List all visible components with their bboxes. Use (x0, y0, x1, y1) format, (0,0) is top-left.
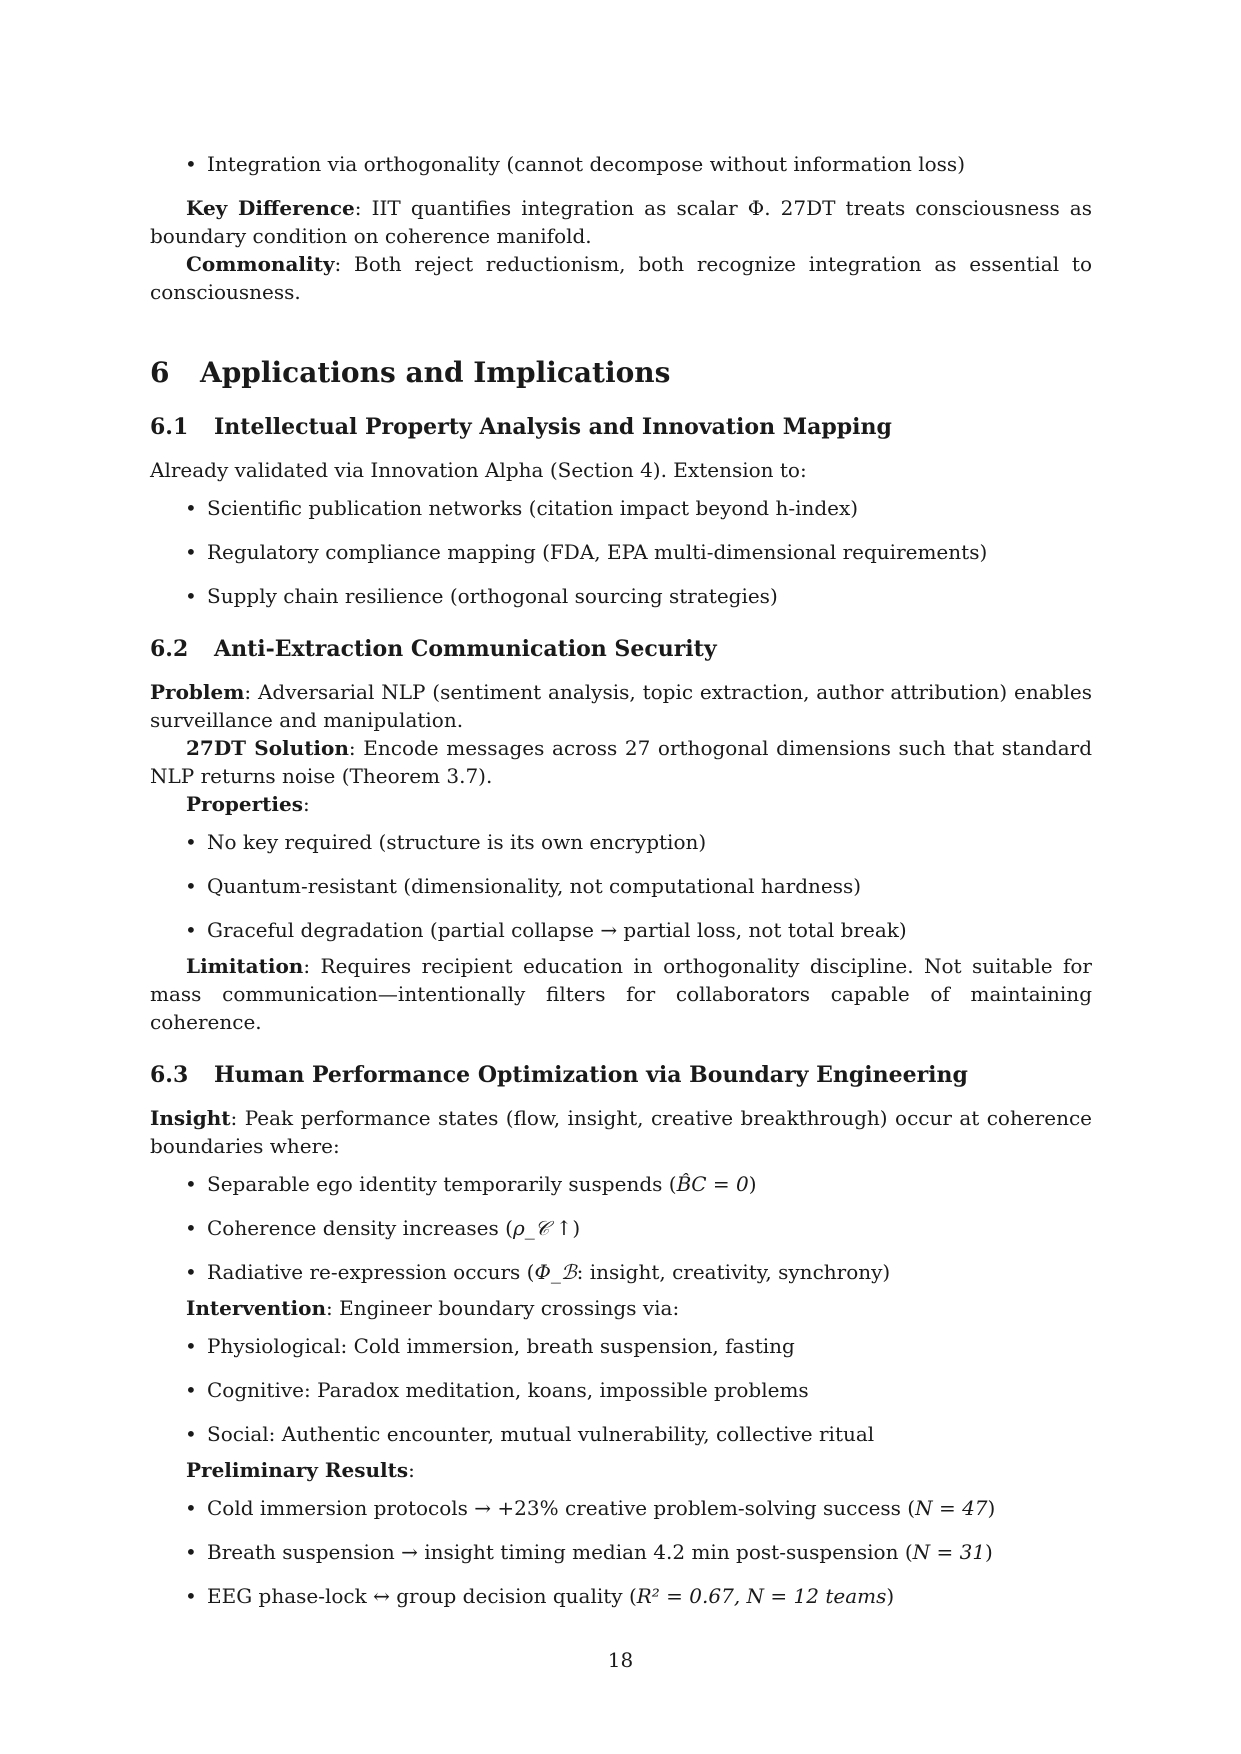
math-expression: N = 31 (912, 1540, 986, 1564)
problem-text: : Adversarial NLP (sentiment analysis, topic extraction, author attribution) enables surveillance and manipulation. (150, 680, 1092, 732)
s61-intro: Already validated via Innovation Alpha (Section 4). Extension to: (150, 458, 807, 482)
list-item (150, 1214, 1092, 1242)
properties-label: Properties (186, 792, 303, 816)
list-item: • Graceful degradation (partial collapse → partial loss, not total break) (150, 916, 1092, 944)
page-content (150, 150, 1092, 1626)
subsection-title: Human Performance Optimization via Boundary Engineering (214, 1062, 968, 1088)
s61-bullet-list (150, 494, 1092, 610)
page-number: 18 (607, 1648, 634, 1672)
results-paragraph (150, 1456, 1092, 1484)
list-item: • No key required (structure is its own encryption) (150, 828, 1092, 856)
subsection-heading-6-3 (150, 1060, 1092, 1090)
insight-text: : Peak performance states (flow, insight, creative breakthrough) occur at coherence boundaries where: (150, 1106, 1092, 1158)
limitation-label: Limitation (186, 954, 304, 978)
list-item: • Cognitive: Paradox meditation, koans, impossible problems (150, 1376, 1092, 1404)
math-expression: B̂C = 0 (676, 1172, 749, 1196)
item-text: Separable ego identity temporarily suspends ( (207, 1172, 677, 1196)
item-text: ) (985, 1540, 993, 1564)
solution-text: : Encode messages across 27 orthogonal dimensions such that standard NLP returns noise (Theorem 3.7). (150, 736, 1092, 788)
item-text: Cold immersion protocols → +23% creative problem-solving success ( (207, 1496, 916, 1520)
list-item: • Supply chain resilience (orthogonal sourcing strategies) (150, 582, 1092, 610)
item-text: Breath suspension → insight timing median 4.2 min post-suspension ( (207, 1540, 913, 1564)
list-item (150, 1582, 1092, 1610)
limitation-paragraph (150, 952, 1092, 1036)
item-text: ) (886, 1584, 895, 1608)
section-number: 6 (150, 356, 170, 389)
item-text: EEG phase-lock ↔ group decision quality ( (207, 1584, 637, 1608)
results-colon: : (408, 1458, 415, 1482)
list-item (150, 1258, 1092, 1286)
insight-label: Insight (150, 1106, 231, 1130)
subsection-title: Anti-Extraction Communication Security (214, 636, 717, 662)
insight-paragraph (150, 1104, 1092, 1160)
item-text: : insight, creativity, synchrony) (576, 1260, 891, 1284)
math-expression: ρ_𝒞 ↑ (512, 1216, 573, 1240)
list-item: • Scientific publication networks (citation impact beyond h-index) (150, 494, 1092, 522)
math-expression: R² = 0.67, N = 12 teams (636, 1584, 887, 1608)
math-expression: Φ_ℬ (534, 1260, 577, 1284)
section-title: Applications and Implications (200, 356, 671, 389)
item-text: ) (987, 1496, 996, 1520)
list-item: • Quantum-resistant (dimensionality, not computational hardness) (150, 872, 1092, 900)
list-item (150, 1494, 1092, 1522)
intervention-bullet-list (150, 1332, 1092, 1448)
intervention-text: : Engineer boundary crossings via: (326, 1296, 680, 1320)
intervention-label: Intervention (186, 1296, 326, 1320)
key-difference-text: : IIT quantifies integration as scalar Φ. 27DT treats consciousness as boundary condition on coherence manifold. (150, 196, 1092, 248)
section-heading (150, 356, 1092, 390)
subsection-title: Intellectual Property Analysis and Innovation Mapping (214, 414, 892, 440)
list-item: • Physiological: Cold immersion, breath suspension, fasting (150, 1332, 1092, 1360)
subsection-number: 6.2 (150, 636, 189, 662)
results-label: Preliminary Results (186, 1458, 409, 1482)
subsection-heading-6-2 (150, 634, 1092, 664)
item-text: ) (572, 1216, 581, 1240)
list-item (150, 1538, 1092, 1566)
solution-label: 27DT Solution (186, 736, 349, 760)
item-text: ) (748, 1172, 757, 1196)
problem-paragraph (150, 678, 1092, 734)
subsection-heading-6-1 (150, 412, 1092, 442)
commonality-text: : Both reject reductionism, both recognize integration as essential to consciousness. (150, 252, 1092, 304)
top-bullet-list (150, 150, 1092, 178)
commonality-label: Commonality (186, 252, 335, 276)
math-expression: N = 47 (915, 1496, 988, 1520)
solution-paragraph (150, 734, 1092, 790)
key-difference-label: Key Difference (186, 196, 355, 220)
subsection-number: 6.1 (150, 414, 189, 440)
list-item: • Integration via orthogonality (cannot decompose without information loss) (150, 150, 1092, 178)
problem-label: Problem (150, 680, 245, 704)
s62-bullet-list (150, 828, 1092, 944)
subsection-number: 6.3 (150, 1062, 189, 1088)
item-text: Radiative re-expression occurs ( (207, 1260, 535, 1284)
limitation-text: : Requires recipient education in orthogonality discipline. Not suitable for mass communication—intentionally filters for collaborators capable of maintaining coherence. (150, 954, 1092, 1034)
properties-paragraph (150, 790, 1092, 818)
intervention-paragraph (150, 1294, 1092, 1322)
commonality-paragraph (150, 250, 1092, 306)
properties-colon: : (302, 792, 310, 816)
list-item: • Social: Authentic encounter, mutual vulnerability, collective ritual (150, 1420, 1092, 1448)
list-item: • Regulatory compliance mapping (FDA, EPA multi-dimensional requirements) (150, 538, 1092, 566)
list-item (150, 1170, 1092, 1198)
key-difference-paragraph (150, 194, 1092, 250)
results-bullet-list (150, 1494, 1092, 1610)
insight-bullet-list (150, 1170, 1092, 1286)
item-text: Coherence density increases ( (207, 1216, 513, 1240)
